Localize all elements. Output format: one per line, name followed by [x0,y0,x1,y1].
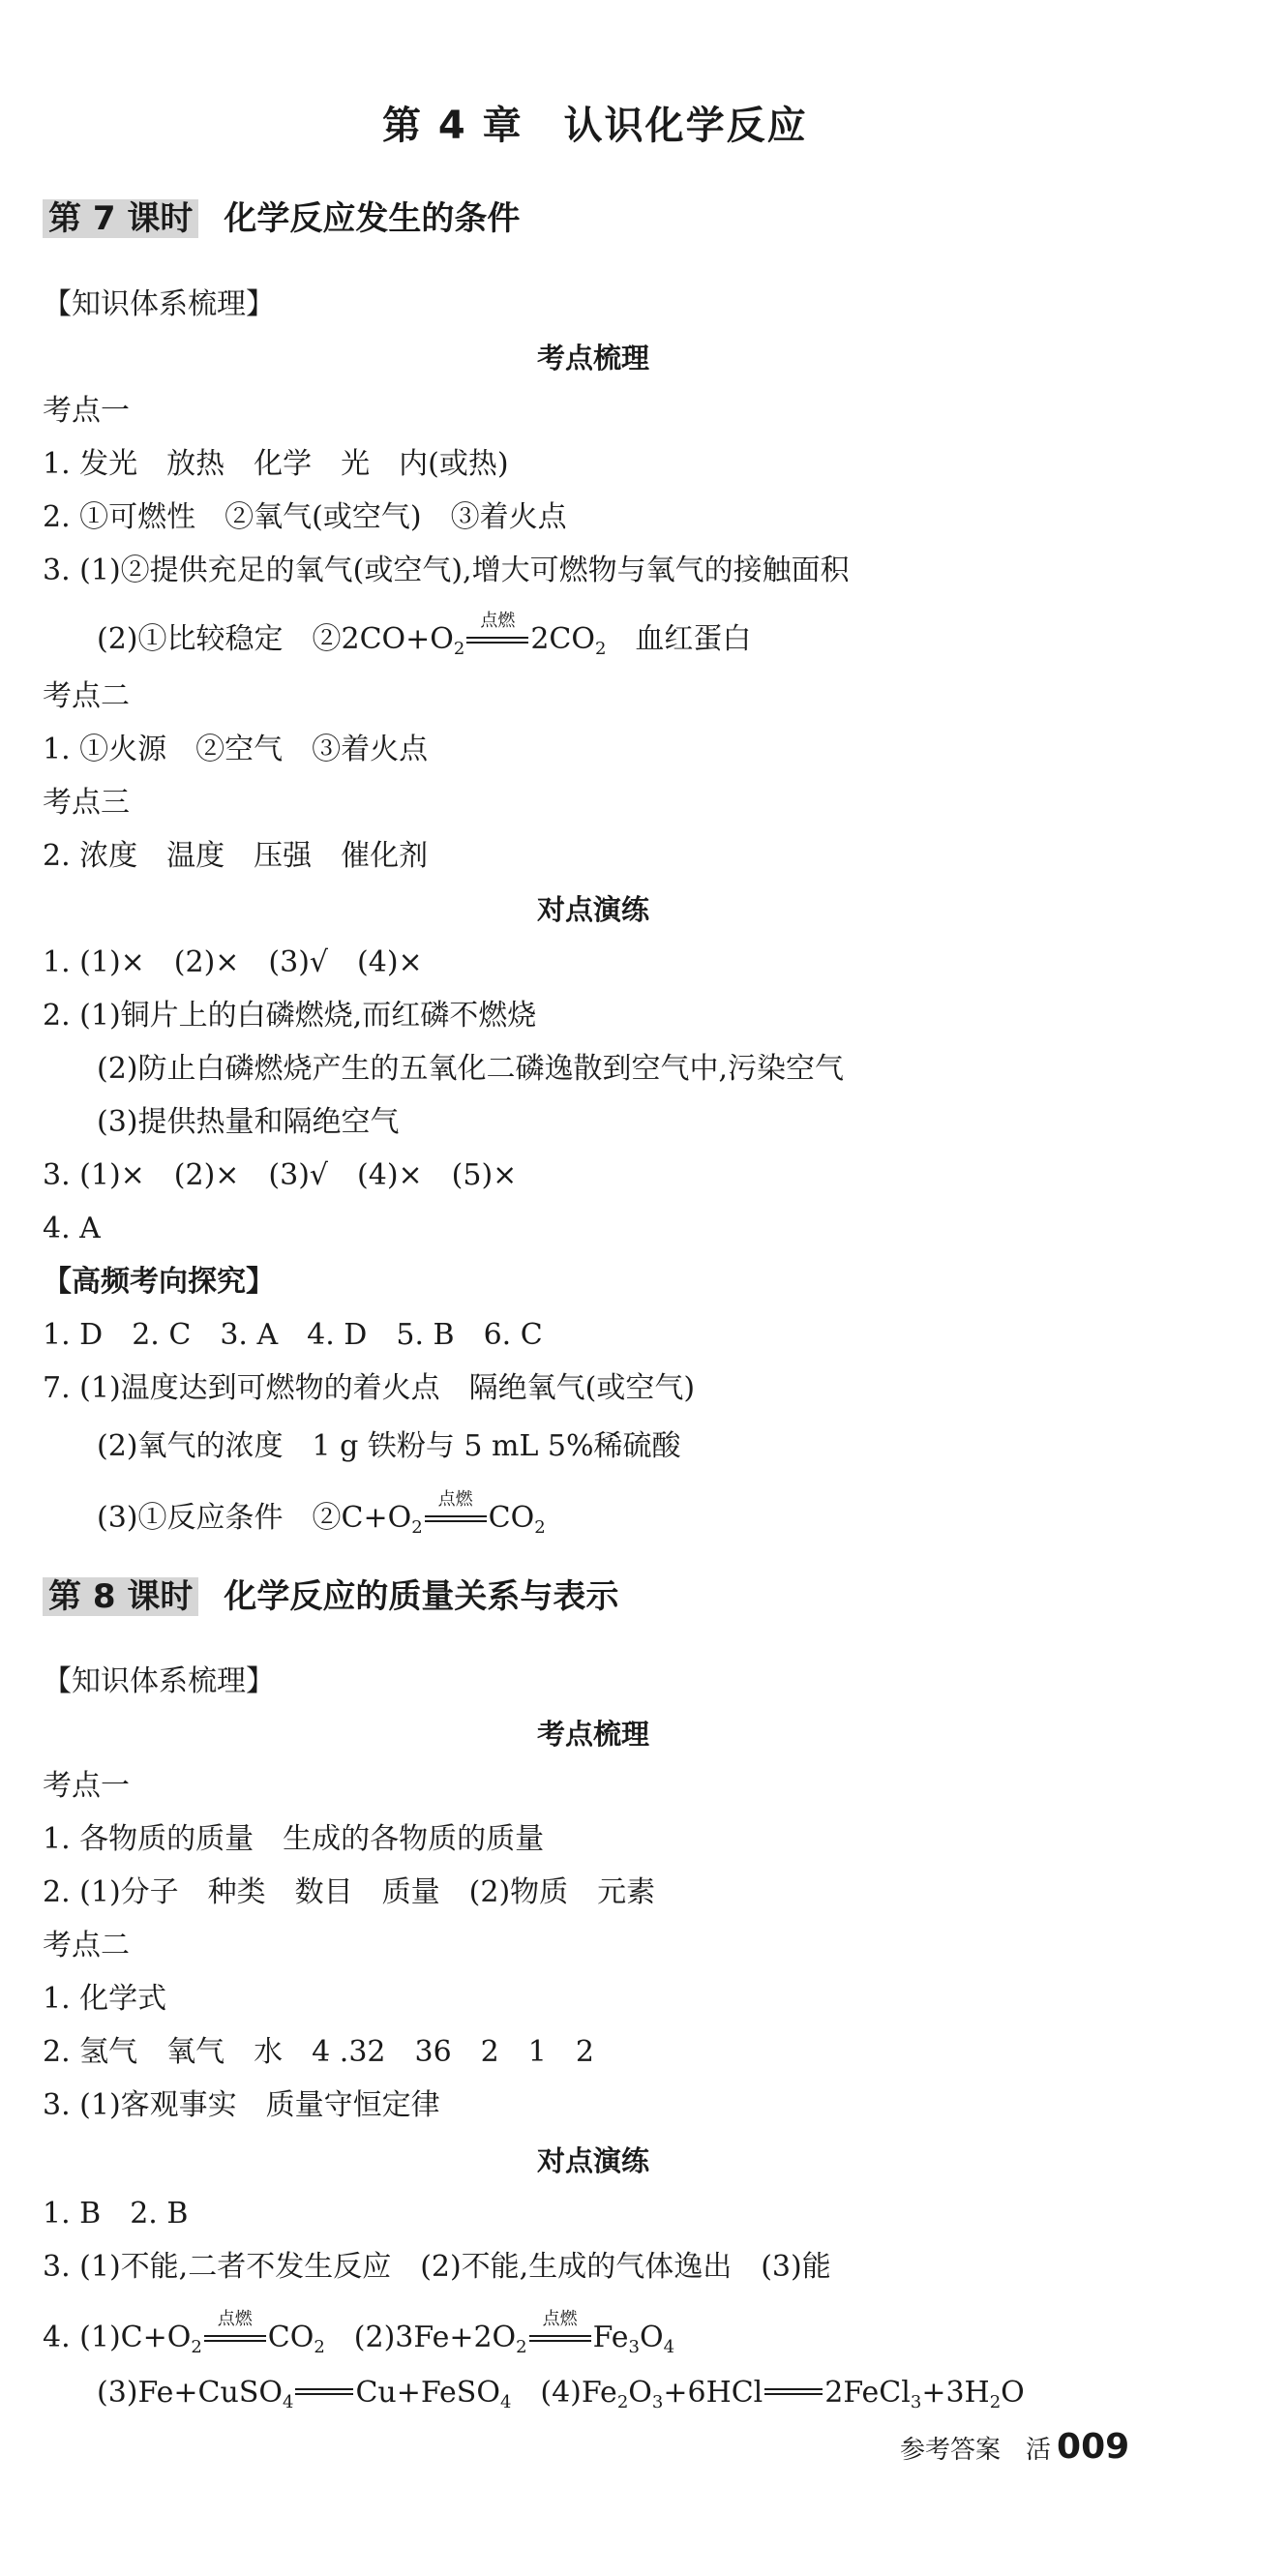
lesson7-gaopin-header: 【高频考向探究】 [43,1265,275,1299]
lesson7-kd2-line1: 1. ①火源 ②空气 ③着火点 [43,733,429,766]
reaction-arrow: 点燃 [425,1498,487,1531]
lesson7-kaodian-shuli: 考点梳理 [537,342,650,374]
lesson7-kd1: 考点一 [43,394,130,428]
lesson7-kd3-line1: 2. 浓度 温度 压强 催化剂 [43,839,429,873]
lesson7-number: 第 7 课时 [43,199,198,238]
lesson8-kd2: 考点二 [43,1929,130,1962]
lesson8-kd2-line1: 1. 化学式 [43,1982,167,2016]
lesson8-title: 化学反应的质量关系与表示 [224,1577,619,1616]
equals-sign [295,2373,353,2406]
lesson8-kaodian-shuli: 考点梳理 [537,1718,650,1751]
lesson8-dd-line4: (3)Fe+CuSO$_4$ Cu+FeSO$_4$ $(4)Fe_2O_3+6HCl$ $2FeCl_3+3H_2O$ [97,2373,1025,2412]
lesson8-dd-line3: 4. $(1)C+O_2$ 点燃 $CO_2$ $(2)3Fe+2O_2$ 点燃 $Fe_3O_4$ [43,2309,675,2357]
reaction-arrow: 点燃 [529,2318,591,2351]
lesson7-heading [43,199,520,238]
lesson7-dd-line5: 3. (1)× (2)× (3)√ (4)× (5)× [43,1158,518,1192]
lesson7-knowledge-header: 【知识体系梳理】 [43,287,275,321]
lesson7-gp-line4: (3)①反应条件 $②C+O_2$ 点燃 $CO_2$ [97,1489,546,1538]
page-number: 009 [1057,2427,1130,2467]
lesson7-kd1-line1: 1. 发光 放热 化学 光 内(或热) [43,447,509,481]
lesson7-duidian: 对点演练 [537,893,650,926]
lesson8-dd-line2: 3. (1)不能,二者不发生反应 (2)不能,生成的气体逸出 (3)能 [43,2250,831,2284]
equals-sign [764,2373,823,2406]
lesson7-dd-line3: (2)防止白磷燃烧产生的五氧化二磷逸散到空气中,污染空气 [97,1052,845,1086]
lesson8-knowledge-header: 【知识体系梳理】 [43,1664,275,1698]
lesson7-dd-line1: 1. (1)× (2)× (3)√ (4)× [43,945,423,979]
reaction-arrow: 点燃 [204,2318,266,2351]
lesson7-gp-line2: 7. (1)温度达到可燃物的着火点 隔绝氧气(或空气) [43,1371,696,1405]
lesson8-kd1-line2: 2. (1)分子 种类 数目 质量 (2)物质 元素 [43,1875,656,1909]
lesson7-kd2: 考点二 [43,679,130,713]
lesson7-kd1-line4: (2)①比较稳定 $②2CO+O_2$ 点燃 $2CO_2$ 血红蛋白 [97,611,752,659]
lesson7-dd-line2: 2. (1)铜片上的白磷燃烧,而红磷不燃烧 [43,999,537,1033]
lesson8-duidian: 对点演练 [537,2144,650,2177]
lesson7-gp-line3: (2)氧气的浓度 1 g 铁粉与 5 mL 5%稀硫酸 [97,1429,681,1463]
page-footer [900,2427,1129,2467]
lesson7-kd1-line3: 3. (1)②提供充足的氧气(或空气),增大可燃物与氧气的接触面积 [43,554,850,587]
footer-label: 参考答案 活 [900,2436,1052,2465]
lesson7-dd-line6: 4. A [43,1212,101,1245]
lesson7-gp-line1: 1. D 2. C 3. A 4. D 5. B 6. C [43,1318,543,1352]
lesson8-kd1-line1: 1. 各物质的质量 生成的各物质的质量 [43,1822,545,1856]
lesson7-kd1-line2: 2. ①可燃性 ②氧气(或空气) ③着火点 [43,500,567,534]
chapter-title: 第 4 章 认识化学反应 [382,104,808,148]
lesson8-dd-line1: 1. B 2. B [43,2197,189,2231]
lesson7-kd3: 考点三 [43,786,130,820]
lesson8-number: 第 8 课时 [43,1577,198,1616]
lesson8-heading [43,1577,618,1616]
reaction-arrow: 点燃 [466,619,528,652]
lesson8-kd2-line3: 3. (1)客观事实 质量守恒定律 [43,2088,440,2122]
lesson7-title: 化学反应发生的条件 [224,199,521,238]
lesson8-kd2-line2: 2. 氢气 氧气 水 4 .32 36 2 1 2 [43,2035,594,2069]
lesson8-kd1: 考点一 [43,1769,130,1803]
lesson7-dd-line4: (3)提供热量和隔绝空气 [97,1105,400,1139]
